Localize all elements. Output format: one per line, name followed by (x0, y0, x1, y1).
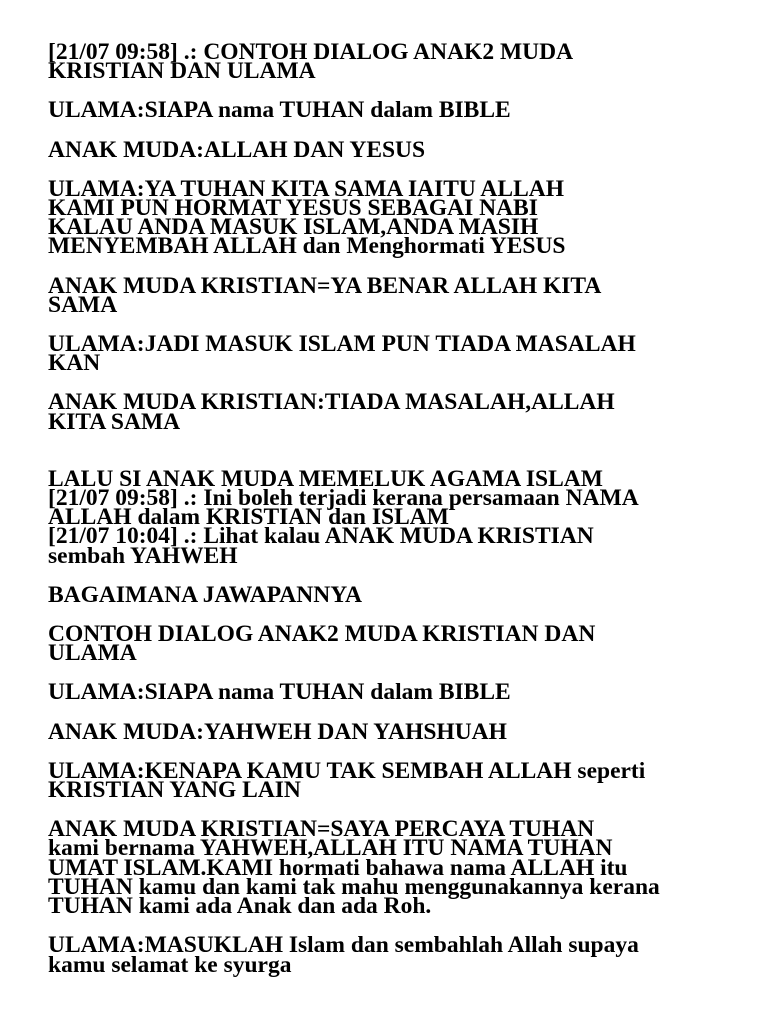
paragraph-youth-reply-2: ANAK MUDA KRISTIAN:TIADA MASALAH,ALLAH KITA SAMA (48, 389, 615, 435)
paragraph-youth-answer-2: ANAK MUDA:YAHWEH DAN YAHSHUAH (48, 718, 507, 745)
paragraph-ulama-reply-1: ULAMA:YA TUHAN KITA SAMA IAITU ALLAH KAMI PUN HORMAT YESUS SEBAGAI NABI KALAU ANDA MASUK ISLAM,ANDA MASIH MENYEMBAH ALLAH dan Menghormati YESUS (48, 175, 566, 260)
paragraph-dialog-header-2: CONTOH DIALOG ANAK2 MUDA KRISTIAN DAN ULAMA (48, 621, 596, 667)
document-page (48, 39, 748, 978)
paragraph-youth-reply-1: ANAK MUDA KRISTIAN=YA BENAR ALLAH KITA SAMA (48, 272, 602, 318)
paragraph-ulama-closing: ULAMA:MASUKLAH Islam dan sembahlah Allah supaya kamu selamat ke syurga (48, 932, 639, 978)
paragraph-youth-reply-3: ANAK MUDA KRISTIAN=SAYA PERCAYA TUHAN kami bernama YAHWEH,ALLAH ITU NAMA TUHAN UMAT ISLAM.KAMI hormati bahawa nama ALLAH itu TUHAN kamu dan kami tak mahu menggunakannya kerana TUHAN kami ada Anak dan ada Roh. (48, 816, 660, 920)
paragraph-dialog-header: [21/07 09:58] .: CONTOH DIALOG ANAK2 MUDA KRISTIAN DAN ULAMA (48, 39, 574, 85)
paragraph-youth-answer-1: ANAK MUDA:ALLAH DAN YESUS (48, 136, 426, 163)
paragraph-how-answer: BAGAIMANA JAWAPANNYA (48, 581, 363, 608)
paragraph-ulama-question-1: ULAMA:SIAPA nama TUHAN dalam BIBLE (48, 97, 511, 124)
paragraph-ulama-reply-2: ULAMA:JADI MASUK ISLAM PUN TIADA MASALAH KAN (48, 331, 636, 377)
paragraph-conversion-note: LALU SI ANAK MUDA MEMELUK AGAMA ISLAM [21/07 09:58] .: Ini boleh terjadi kerana persamaan NAMA ALLAH dalam KRISTIAN dan ISLAM [21/07 10:04] .: Lihat kalau ANAK MUDA KRISTIAN sembah YAHWEH (48, 465, 639, 569)
paragraph-ulama-question-2: ULAMA:SIAPA nama TUHAN dalam BIBLE (48, 679, 511, 706)
paragraph-ulama-question-3: ULAMA:KENAPA KAMU TAK SEMBAH ALLAH seperti KRISTIAN YANG LAIN (48, 757, 646, 804)
